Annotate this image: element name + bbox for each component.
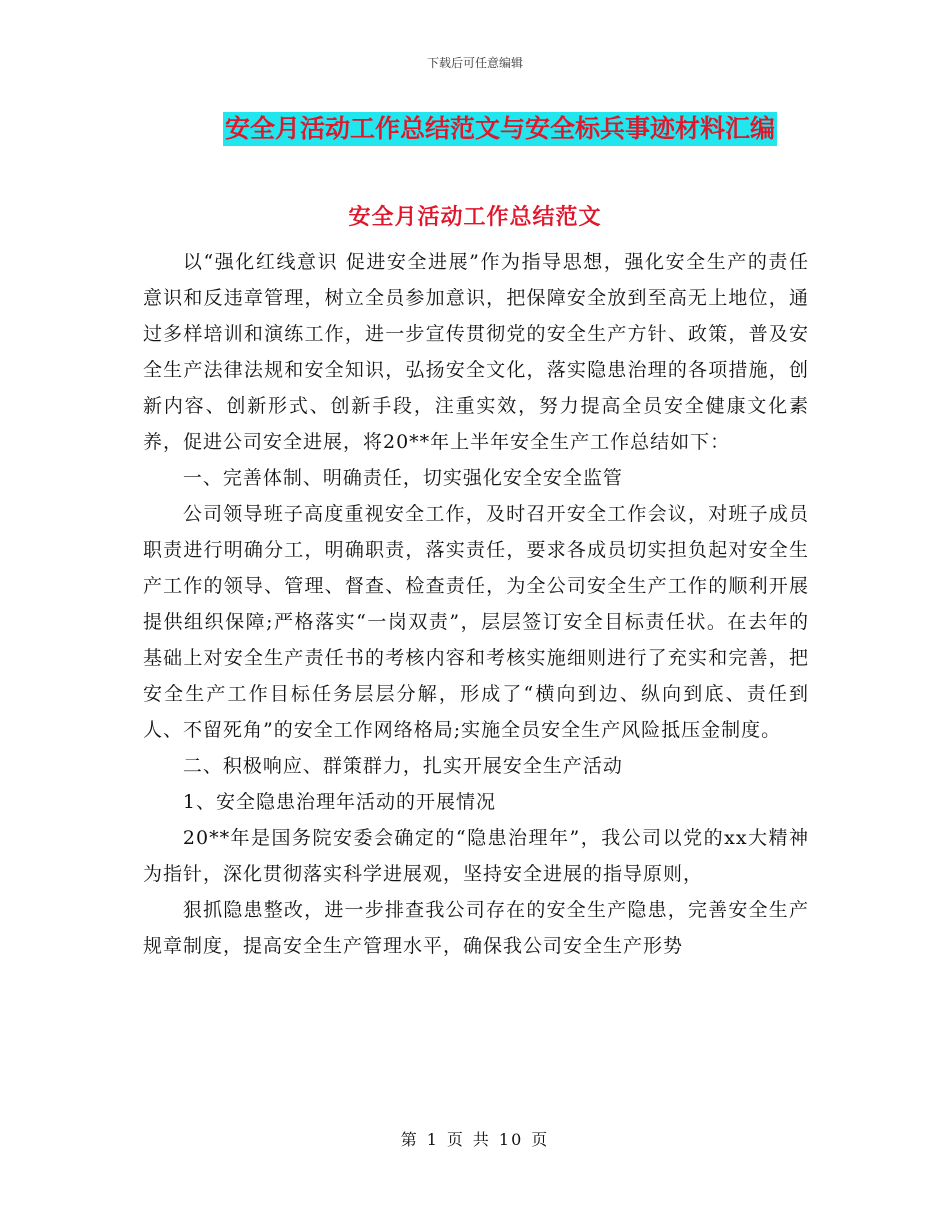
document-body: [143, 244, 809, 964]
page-label: 第: [400, 1130, 419, 1149]
page-label: 页: [531, 1130, 550, 1149]
page-header-note: 下载后可任意编辑: [426, 56, 523, 70]
page-label: 页: [446, 1130, 465, 1149]
paragraph-heading: 一、完善体制、明确责任，切实强化安全安全监管: [182, 467, 623, 489]
section-title: 安全月活动工作总结范文: [348, 205, 602, 230]
paragraph: 狠抓隐患整改，进一步排查我公司存在的安全生产隐患，完善安全生产规章制度，提高安全生产管理水平，确保我公司安全生产形势: [143, 899, 809, 957]
document-title: [0, 112, 950, 146]
document-title-text: 安全月活动工作总结范文与安全标兵事迹材料汇编: [223, 112, 777, 146]
page-total: 10: [498, 1130, 524, 1149]
page-label: 共: [472, 1130, 491, 1149]
paragraph: 以“强化红线意识 促进安全进展”作为指导思想，强化安全生产的责任意识和反违章管理，树立全员参加意识，把保障安全放到至高无上地位，通过多样培训和演练工作，进一步宣传贯彻党的安全生产方针、政策，普及安全生产法律法规和安全知识，弘扬安全文化，落实隐患治理的各项措施，创新内容、创新形式、创新手段，注重实效，努力提高全员安全健康文化素养，促进公司安全进展，将20**年上半年安全生产工作总结如下：: [143, 251, 809, 453]
paragraph-heading: 二、积极响应、群策群力，扎实开展安全生产活动: [182, 755, 623, 777]
paragraph: 公司领导班子高度重视安全工作，及时召开安全工作会议，对班子成员职责进行明确分工，明确职责，落实责任，要求各成员切实担负起对安全生产工作的领导、管理、督查、检查责任，为全公司安全生产工作的顺利开展提供组织保障;严格落实“一岗双责”，层层签订安全目标责任状。在去年的基础上对安全生产责任书的考核内容和考核实施细则进行了充实和完善，把安全生产工作目标任务层层分解，形成了“横向到边、纵向到底、责任到人、不留死角”的安全工作网络格局;实施全员安全生产风险抵压金制度。: [143, 503, 809, 741]
paragraph: 20**年是国务院安委会确定的“隐患治理年”，我公司以党的xx大精神为指针，深化贯彻落实科学进展观，坚持安全进展的指导原则，: [143, 827, 809, 885]
paragraph-subheading: 1、安全隐患治理年活动的开展情况: [182, 791, 496, 813]
page-footer: [0, 1127, 950, 1150]
page-current: 1: [426, 1130, 439, 1149]
